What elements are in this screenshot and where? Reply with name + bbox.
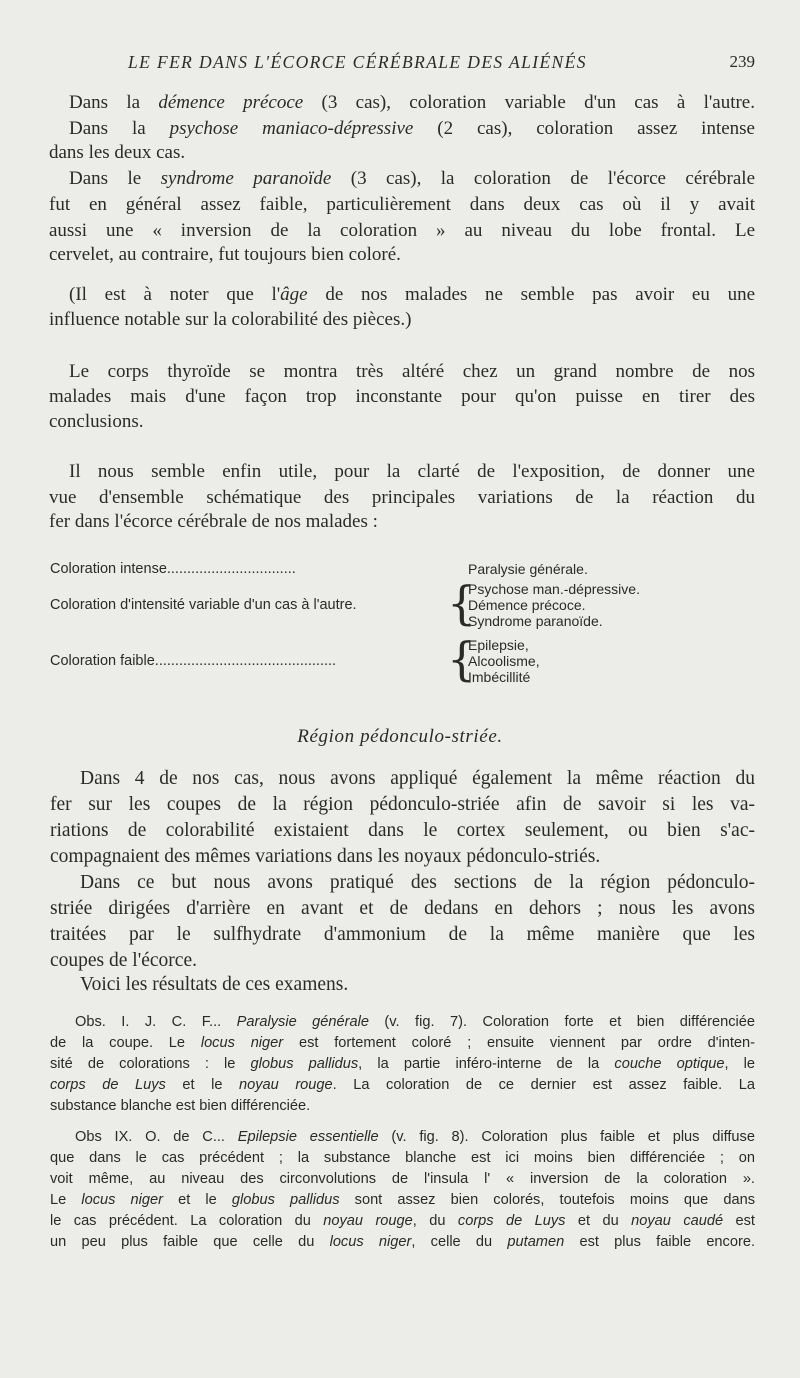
table-row-disease: Psychose man.-dépressive. bbox=[468, 581, 640, 597]
italic-term: locus niger bbox=[329, 1234, 412, 1250]
overview-line: Il nous semble enfin utile, pour la clarté de l'exposition, de donner une bbox=[69, 461, 755, 482]
overview-line: fer dans l'écorce cérébrale de nos malades : bbox=[49, 511, 378, 532]
obs9-line: que dans le cas précédent ; la substance blanche est ici moins bien différenciée ; on bbox=[50, 1150, 755, 1166]
italic-term: corps de Luys bbox=[50, 1077, 166, 1093]
italic-term: couche optique bbox=[614, 1056, 725, 1072]
table-row-disease: Syndrome paranoïde. bbox=[468, 613, 603, 629]
obs1-line: sité de colorations : le globus pallidus, la partie inféro-interne de la couche optique, le bbox=[50, 1056, 756, 1072]
thyroid-line: conclusions. bbox=[49, 411, 144, 432]
thyroid-line: malades mais d'une façon trop inconstante pour qu'on puisse en tirer des bbox=[49, 386, 755, 407]
running-title: LE FER DANS L'ÉCORCE CÉRÉBRALE DES ALIÉNÉS bbox=[128, 52, 587, 72]
obs9-line: voit même, au niveau des circonvolutions de l'insula l' « inversion de la coloration ». bbox=[50, 1171, 755, 1187]
region-line: compagnaient des mêmes variations dans les noyaux pédonculo-striés. bbox=[50, 846, 601, 867]
region-line: fer sur les coupes de la région pédonculo-striée afin de savoir si les va- bbox=[50, 794, 755, 815]
page-number: 239 bbox=[729, 52, 755, 71]
section-title: Région pédonculo-striée. bbox=[297, 726, 503, 747]
table-row-label: Coloration intense................................ bbox=[50, 561, 296, 577]
italic-term: locus niger bbox=[81, 1192, 163, 1208]
italic-term: noyau rouge bbox=[323, 1213, 413, 1229]
italic-term: noyau rouge bbox=[239, 1077, 333, 1093]
italic-term: syndrome paranoïde bbox=[160, 168, 332, 189]
region-line: riations de colorabilité existaient dans le cortex seulement, ou bien s'ac- bbox=[50, 820, 755, 841]
italic-term: putamen bbox=[507, 1234, 565, 1250]
age-note-line: influence notable sur la colorabilité des pièces.) bbox=[49, 309, 412, 330]
intro-line: fut en général assez faible, particulièrement dans deux cas où il y avait bbox=[49, 194, 755, 215]
obs1-line: corps de Luys et le noyau rouge. La coloration de ce dernier est assez faible. La bbox=[50, 1077, 755, 1093]
table-row-disease: Démence précoce. bbox=[468, 597, 586, 613]
region-line: Dans 4 de nos cas, nous avons appliqué également la même réaction du bbox=[80, 768, 755, 789]
obs1-line: de la coupe. Le locus niger est fortement coloré ; ensuite viennent par ordre d'inten- bbox=[50, 1035, 756, 1051]
obs9-line: Obs IX. O. de C... Epilepsie essentielle (v. fig. 8). Coloration plus faible et plus diffuse bbox=[75, 1129, 755, 1145]
brace-mark: { bbox=[447, 576, 477, 630]
italic-term: âge bbox=[280, 284, 308, 305]
region-line: coupes de l'écorce. bbox=[50, 950, 197, 971]
region-line: Voici les résultats de ces examens. bbox=[80, 974, 349, 995]
italic-term: corps de Luys bbox=[457, 1213, 566, 1229]
table-row-disease: Epilepsie, bbox=[468, 637, 529, 653]
italic-term: Paralysie générale bbox=[236, 1014, 369, 1030]
intro-line: Dans la démence précoce (3 cas), coloration variable d'un cas à l'autre. bbox=[69, 92, 755, 113]
obs9-line: Le locus niger et le globus pallidus sont assez bien colorés, toutefois moins que dans bbox=[50, 1192, 755, 1208]
obs1-line: substance blanche est bien différenciée. bbox=[50, 1098, 311, 1114]
italic-term: démence précoce bbox=[158, 92, 304, 113]
intro-line: Dans la psychose maniaco-dépressive (2 cas), coloration assez intense bbox=[69, 118, 755, 139]
obs9-line: le cas précédent. La coloration du noyau rouge, du corps de Luys et du noyau caudé est bbox=[50, 1213, 755, 1229]
region-line: traitées par le sulfhydrate d'ammonium de la même manière que les bbox=[50, 924, 755, 945]
italic-term: locus niger bbox=[200, 1035, 284, 1051]
italic-term: globus pallidus bbox=[250, 1056, 359, 1072]
table-row-disease: Paralysie générale. bbox=[468, 561, 588, 577]
table-row-disease: Alcoolisme, bbox=[468, 653, 540, 669]
intro-line: Dans le syndrome paranoïde (3 cas), la coloration de l'écorce cérébrale bbox=[69, 168, 756, 189]
intro-line: dans les deux cas. bbox=[49, 142, 186, 163]
age-note-line: (Il est à noter que l'âge de nos malades ne semble pas avoir eu une bbox=[69, 284, 755, 305]
table-row-label: Coloration d'intensité variable d'un cas à l'autre. bbox=[50, 597, 357, 613]
italic-term: noyau caudé bbox=[631, 1213, 724, 1229]
region-line: Dans ce but nous avons pratiqué des sections de la région pédonculo- bbox=[80, 872, 755, 893]
thyroid-line: Le corps thyroïde se montra très altéré chez un grand nombre de nos bbox=[69, 361, 755, 382]
italic-term: Epilepsie essentielle bbox=[237, 1129, 379, 1145]
obs1-line: Obs. I. J. C. F... Paralysie générale (v. fig. 7). Coloration forte et bien différenciée bbox=[75, 1014, 755, 1030]
table-row-label: Coloration faible............................................. bbox=[50, 653, 337, 669]
obs9-line: un peu plus faible que celle du locus niger, celle du putamen est plus faible encore. bbox=[50, 1234, 755, 1250]
intro-line: cervelet, au contraire, fut toujours bien coloré. bbox=[49, 244, 401, 265]
italic-term: globus pallidus bbox=[231, 1192, 340, 1208]
region-line: striée dirigées d'arrière en avant et de dedans en dehors ; nous les avons bbox=[50, 898, 755, 919]
page-header bbox=[50, 52, 755, 76]
overview-line: vue d'ensemble schématique des principales variations de la réaction du bbox=[49, 487, 755, 508]
italic-term: psychose maniaco-dépressive bbox=[169, 118, 414, 139]
intro-line: aussi une « inversion de la coloration » au niveau du lobe frontal. Le bbox=[49, 220, 755, 241]
table-row-disease: Imbécillité bbox=[468, 669, 531, 685]
brace-mark: { bbox=[447, 632, 477, 686]
